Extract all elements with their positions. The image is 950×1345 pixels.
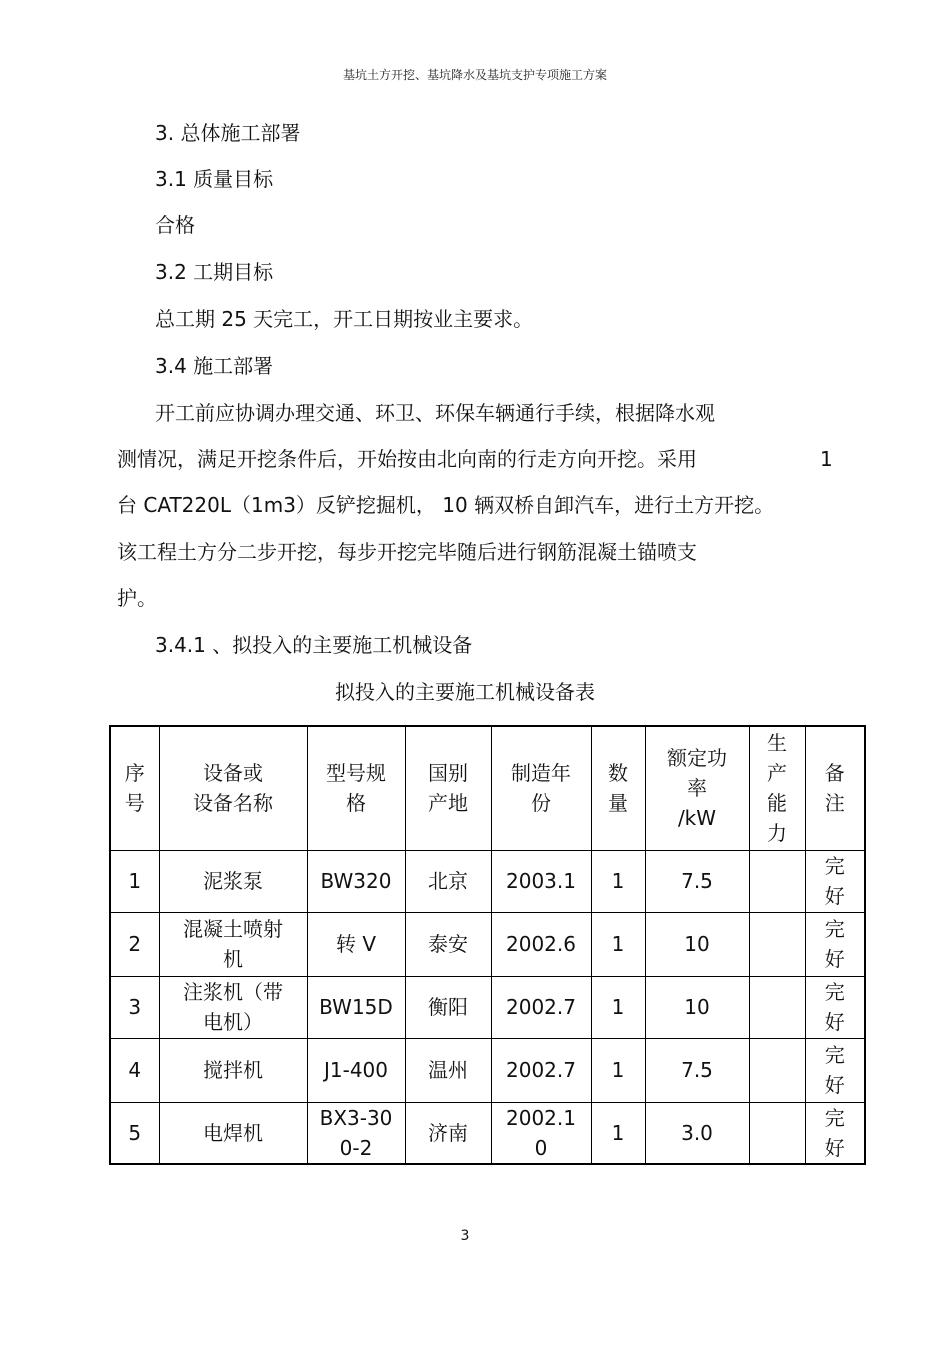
table-cell [159, 850, 307, 912]
table-cell [645, 1102, 749, 1164]
quality-target-text: 合格 [155, 213, 195, 237]
table-caption: 拟投入的主要施工机械设备表 [335, 680, 595, 704]
table-header-row [110, 726, 865, 850]
cell-text: 7.5 [681, 1058, 713, 1082]
header-text: 量 [608, 791, 628, 816]
cell-text: 4 [128, 1058, 142, 1082]
header-text: 号 [124, 791, 145, 816]
table-header-cell [159, 726, 307, 850]
table-cell [805, 850, 865, 912]
cell-text: 1 [611, 869, 625, 893]
section-heading-3-1: 3.1 质量目标 [155, 167, 274, 191]
table-cell [749, 1038, 805, 1102]
section-heading-3-2: 3.2 工期目标 [155, 260, 274, 284]
table-header-cell [491, 726, 591, 850]
table-cell [159, 1102, 307, 1164]
table-cell [491, 912, 591, 976]
cell-text: 1 [611, 1120, 625, 1145]
table-cell [110, 1038, 159, 1102]
cell-text: 注浆机（带 [183, 980, 283, 1004]
header-text: 国别 [428, 761, 468, 786]
cell-text: 温州 [428, 1058, 468, 1082]
table-cell [491, 850, 591, 912]
table-row [110, 976, 865, 1038]
table-cell [591, 912, 645, 976]
table-cell [645, 850, 749, 912]
table-cell [110, 850, 159, 912]
table-cell [645, 1038, 749, 1102]
table-cell [307, 976, 405, 1038]
cell-text: 1 [611, 1058, 625, 1082]
table-cell [591, 850, 645, 912]
cell-text: 混凝土喷射 [183, 917, 283, 941]
table-header-cell [405, 726, 491, 850]
cell-text: 济南 [428, 1120, 468, 1145]
header-text: 序 [124, 761, 145, 786]
table-header-cell [805, 726, 865, 850]
cell-text: 1 [128, 869, 142, 893]
running-header: 基坑土方开挖、基坑降水及基坑支护专项施工方案 [342, 68, 607, 82]
cell-text: 电机） [203, 1010, 263, 1034]
table-cell [159, 1038, 307, 1102]
header-text: 额定功 [667, 746, 727, 771]
cell-text: 2002.6 [506, 932, 576, 956]
table-row [110, 1038, 865, 1102]
section-heading-3: 3. 总体施工部署 [155, 121, 301, 145]
section-heading-3-4: 3.4 施工部署 [155, 354, 274, 378]
table-cell [405, 976, 491, 1038]
table-cell [805, 912, 865, 976]
cell-text: 搅拌机 [203, 1058, 263, 1082]
page-number: 3 [460, 1228, 470, 1244]
cell-text: 1 [611, 932, 625, 956]
cell-text: 2003.1 [506, 869, 576, 893]
cell-text: 好 [824, 1073, 845, 1097]
equipment-table [109, 725, 866, 1165]
table-cell [110, 1102, 159, 1164]
header-text: 设备或 [203, 761, 263, 786]
table-cell [805, 976, 865, 1038]
table-row [110, 1102, 865, 1164]
paragraph-line: 台 CAT220L（1m3）反铲挖掘机， 10 辆双桥自卸汽车，进行土方开挖。 [117, 493, 775, 517]
table-header-cell [591, 726, 645, 850]
header-text: 制造年 [511, 761, 571, 786]
table-cell [110, 976, 159, 1038]
cell-text: 7.5 [681, 869, 713, 893]
header-text: 注 [824, 791, 845, 816]
paragraph-line: 开工前应协调办理交通、环卫、环保车辆通行手续，根据降水观 [155, 401, 715, 425]
table-row [110, 912, 865, 976]
table-cell [307, 1038, 405, 1102]
table-cell [405, 1102, 491, 1164]
header-text: 备 [824, 761, 845, 786]
cell-text: BX3-30 [319, 1105, 393, 1130]
paragraph-line: 护。 [117, 586, 157, 610]
cell-text: 泥浆泵 [203, 869, 263, 893]
cell-text: 好 [824, 1135, 845, 1160]
table-cell [307, 912, 405, 976]
header-text: 设备名称 [193, 791, 273, 816]
schedule-target-text: 总工期 25 天完工，开工日期按业主要求。 [155, 307, 534, 331]
table-cell [307, 850, 405, 912]
table-cell [749, 976, 805, 1038]
cell-text: 好 [824, 947, 845, 971]
table-header-cell [645, 726, 749, 850]
cell-text: 完 [824, 1105, 845, 1130]
table-cell [491, 1102, 591, 1164]
header-text: /kW [677, 806, 717, 831]
table-cell [405, 912, 491, 976]
header-text: 格 [346, 791, 366, 816]
cell-text: 3 [128, 995, 142, 1019]
cell-text: 5 [128, 1120, 142, 1145]
table-cell [159, 912, 307, 976]
cell-text: 10 [684, 995, 710, 1019]
table-cell [805, 1038, 865, 1102]
cell-text: 完 [824, 917, 845, 941]
cell-text: 泰安 [428, 932, 468, 956]
cell-text: 好 [824, 1010, 845, 1034]
cell-text: 北京 [428, 869, 468, 893]
table-header-cell [307, 726, 405, 850]
table-cell [591, 1102, 645, 1164]
table-cell [645, 976, 749, 1038]
table-cell [307, 1102, 405, 1164]
table-cell [749, 1102, 805, 1164]
cell-text: 2002.7 [506, 1058, 576, 1082]
header-text: 力 [767, 821, 787, 846]
header-text: 数 [608, 761, 628, 786]
header-text: 能 [767, 791, 787, 816]
table-row [110, 850, 865, 912]
table-cell [159, 976, 307, 1038]
table-cell [645, 912, 749, 976]
header-text: 生 [767, 731, 787, 756]
table-header-cell [110, 726, 159, 850]
cell-text: 电焊机 [203, 1120, 263, 1145]
table-cell [749, 912, 805, 976]
table-cell [591, 976, 645, 1038]
cell-text: 3.0 [681, 1120, 713, 1145]
table-cell [405, 850, 491, 912]
cell-text: 0 [534, 1135, 548, 1160]
cell-text: 完 [824, 1043, 845, 1067]
header-text: 型号规 [326, 761, 386, 786]
cell-text: 2002.7 [506, 995, 576, 1019]
cell-text: 衡阳 [428, 995, 468, 1019]
cell-text: BW320 [320, 869, 392, 893]
cell-text: 完 [824, 980, 845, 1004]
table-cell [749, 850, 805, 912]
table-cell [405, 1038, 491, 1102]
table-cell [591, 1038, 645, 1102]
cell-text: BW15D [319, 995, 393, 1019]
paragraph-line: 该工程土方分二步开挖，每步开挖完毕随后进行钢筋混凝土锚喷支 [117, 540, 697, 564]
cell-text: 机 [223, 947, 243, 971]
table-cell [110, 912, 159, 976]
paragraph-line: 测情况，满足开挖条件后，开始按由北向南的行走方向开挖。采用 [117, 447, 697, 471]
cell-text: 1 [611, 995, 625, 1019]
cell-text: 完 [824, 854, 845, 878]
table-cell [491, 976, 591, 1038]
header-text: 产地 [428, 791, 468, 816]
table-cell [805, 1102, 865, 1164]
cell-text: 2002.1 [506, 1105, 576, 1130]
header-text: 率 [687, 776, 707, 801]
section-heading-3-4-1: 3.4.1 、拟投入的主要施工机械设备 [155, 633, 473, 657]
cell-text: J1-400 [323, 1058, 388, 1082]
cell-text: 好 [824, 884, 845, 908]
cell-text: 10 [684, 932, 710, 956]
cell-text: 2 [128, 932, 142, 956]
cell-text: 转 V [335, 932, 377, 956]
header-text: 份 [531, 791, 551, 816]
header-text: 产 [767, 761, 787, 786]
table-cell [491, 1038, 591, 1102]
cell-text: 0-2 [339, 1135, 373, 1160]
paragraph-line-number: 1 [820, 447, 833, 471]
table-header-cell [749, 726, 805, 850]
